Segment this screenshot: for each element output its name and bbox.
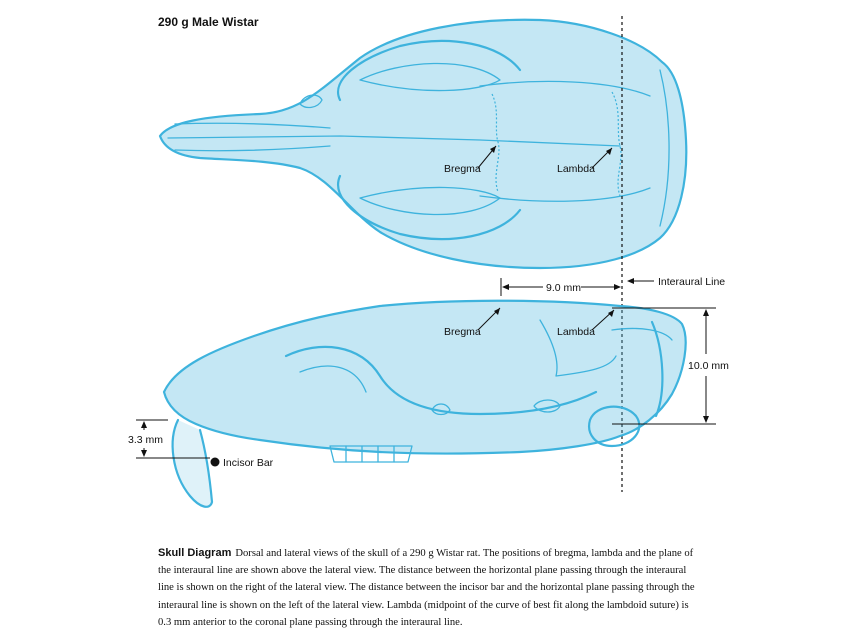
caption-text: Dorsal and lateral views of the skull of a 290 g Wistar rat. The positions of bregma, lambda and the plane of the interaural line are shown above the lateral view. The distance between the horizontal plane passing through the interaural line is shown on the right of the lateral view. The distance between the incisor bar and the horizontal plane passing through the interaural line is shown on the left of the lateral view. Lambda (midpoint of the curve of best fit along the lambdoid suture) is 0.3 mm anterior to the coronal plane passing through the interaural line. bbox=[158, 548, 695, 628]
incisor-bar-label: Incisor Bar bbox=[223, 457, 274, 469]
figure-caption bbox=[158, 545, 698, 631]
incisor-bar-marker bbox=[211, 457, 274, 469]
interaural-annotation bbox=[627, 276, 725, 288]
dorsal-skull-view bbox=[160, 20, 686, 268]
bregma-label-lateral: Bregma bbox=[444, 326, 481, 338]
distance-3mm-label: 3.3 mm bbox=[128, 434, 164, 446]
caption-title: Skull Diagram bbox=[158, 547, 232, 559]
lambda-label-dorsal: Lambda bbox=[557, 163, 595, 175]
interaural-line-label: Interaural Line bbox=[658, 276, 726, 288]
incisor-bar-dot bbox=[211, 458, 220, 467]
bregma-label-dorsal: Bregma bbox=[444, 163, 481, 175]
distance-10mm-label: 10.0 mm bbox=[688, 360, 729, 372]
figure-title: 290 g Male Wistar bbox=[158, 15, 259, 29]
horizontal-measurement bbox=[501, 278, 621, 296]
distance-9mm-label: 9.0 mm bbox=[546, 282, 582, 294]
lateral-skull-view bbox=[164, 301, 686, 507]
lambda-label-lateral: Lambda bbox=[557, 326, 595, 338]
